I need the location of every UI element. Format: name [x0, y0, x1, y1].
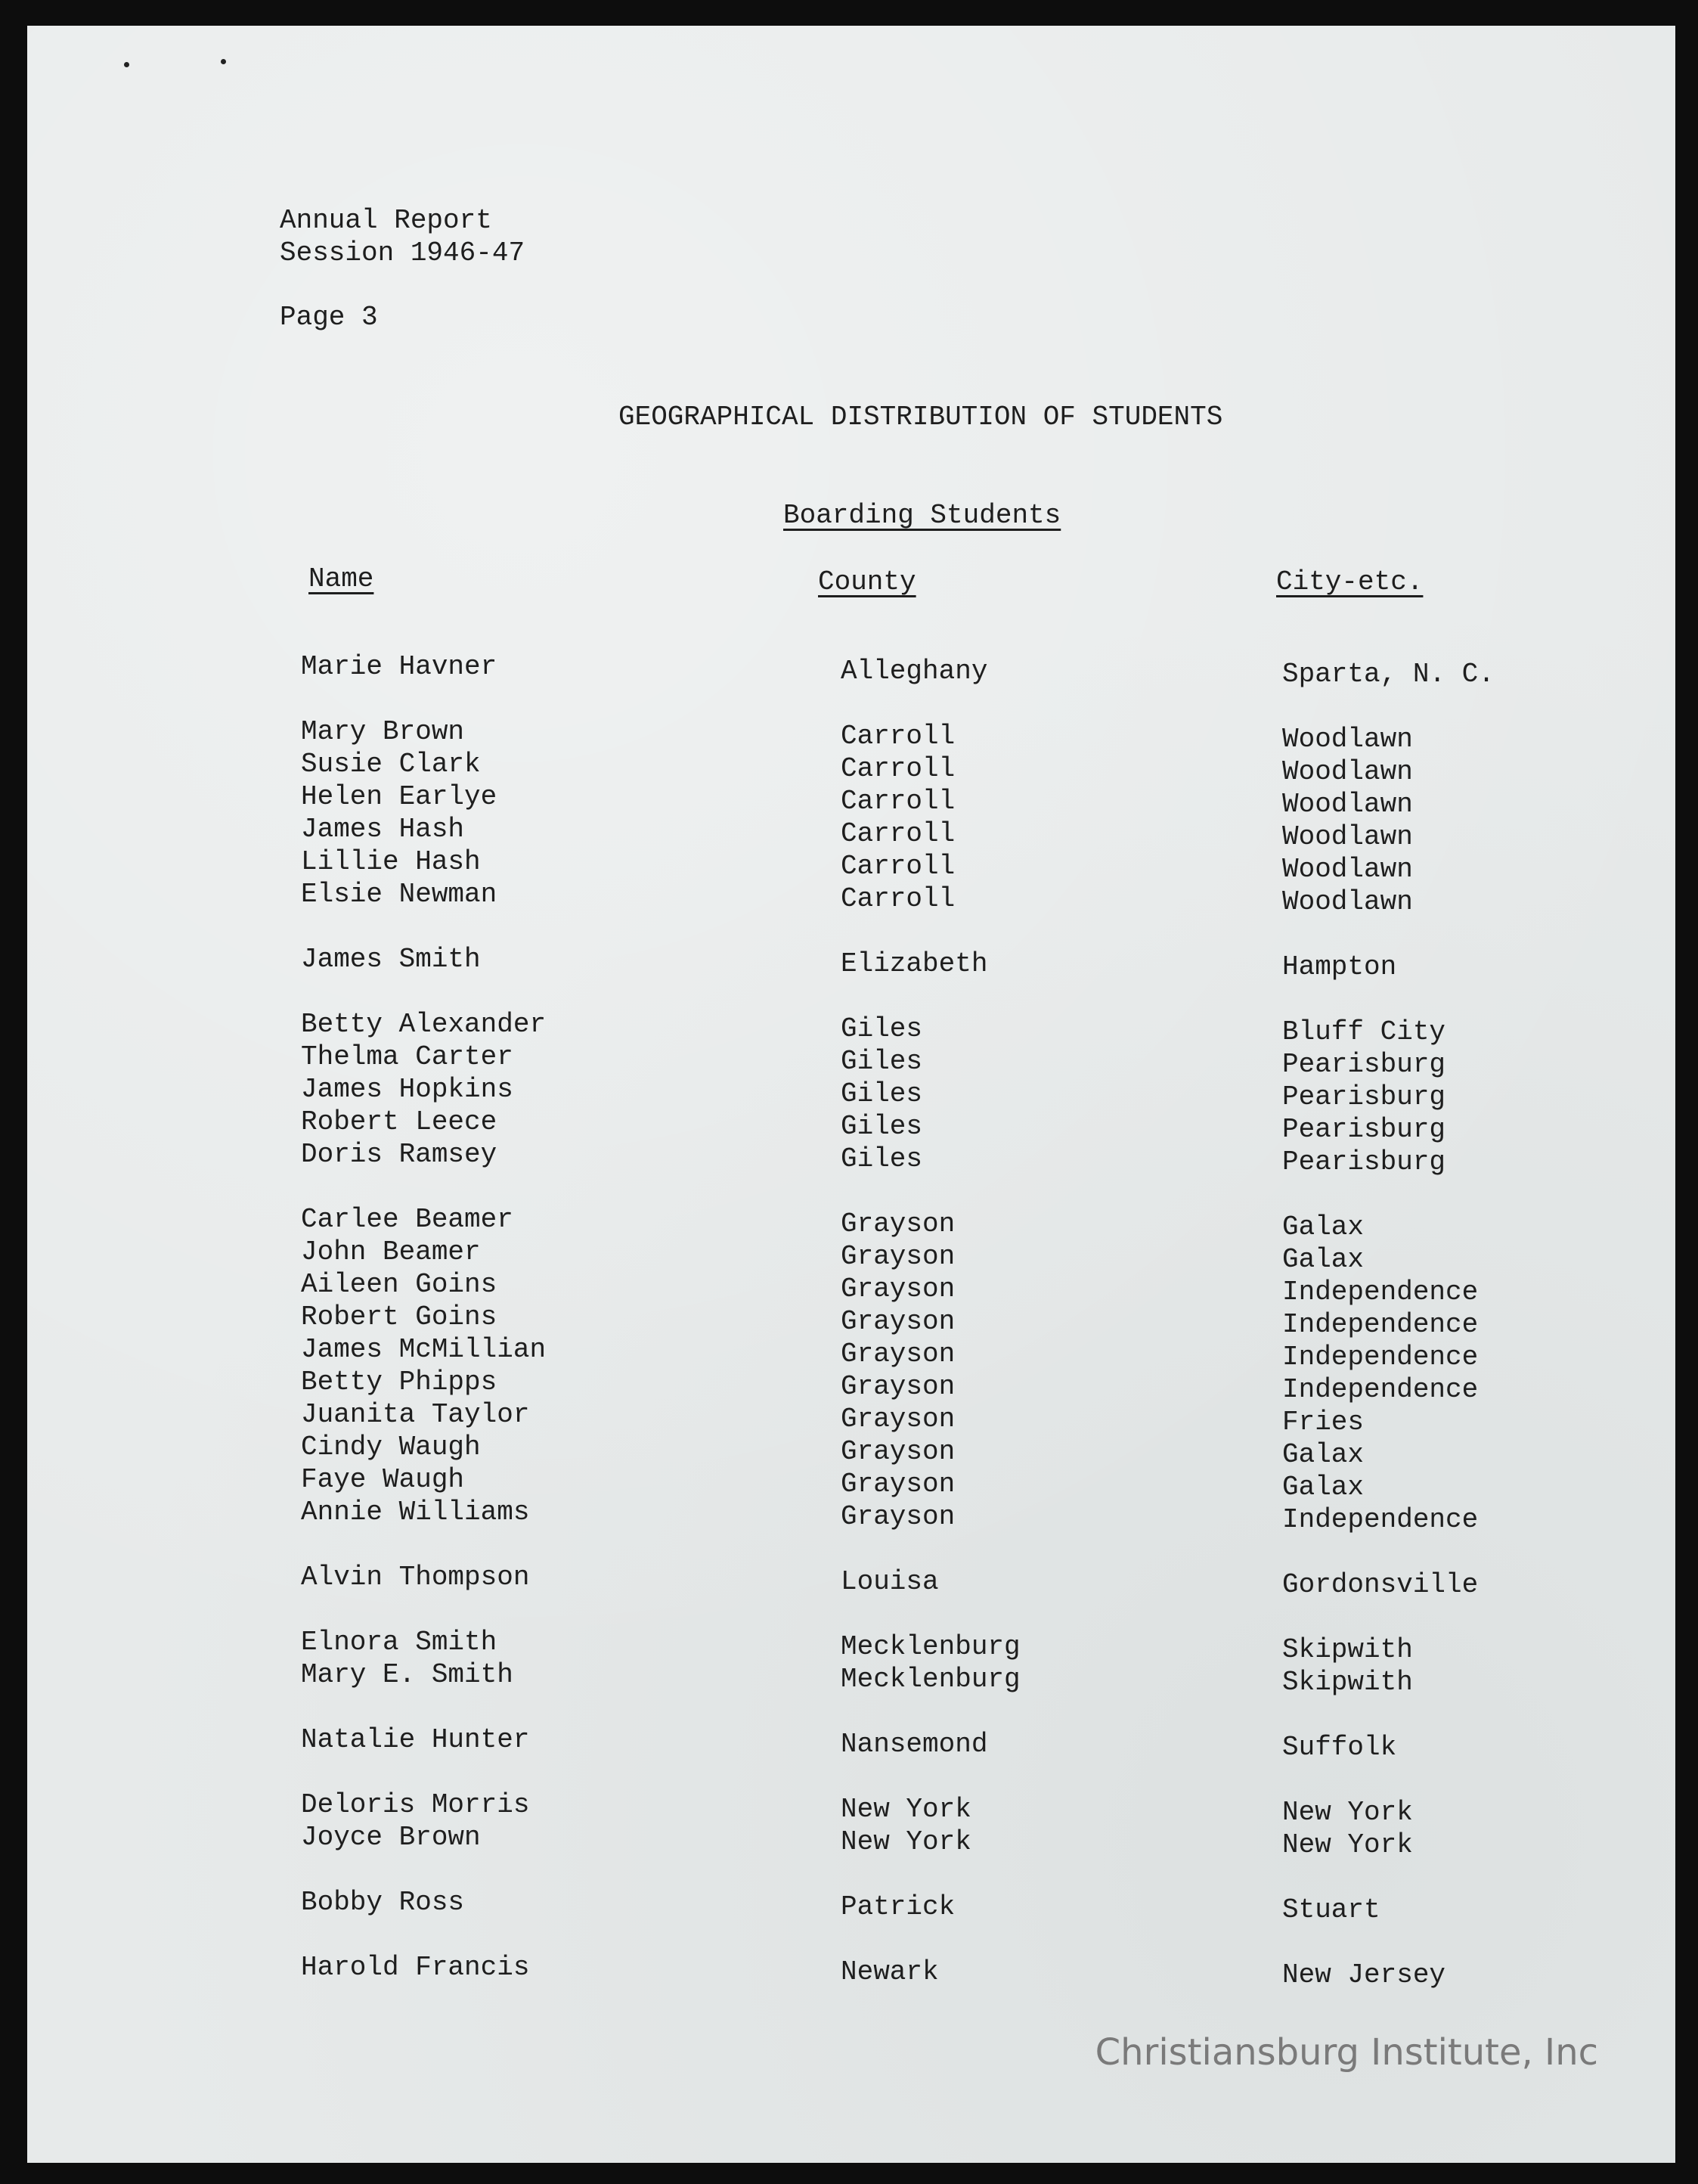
- table-row: [27, 1334, 1675, 1373]
- student-name: Robert Goins: [301, 1301, 497, 1332]
- table-row: [27, 1367, 1675, 1405]
- student-name: Helen Earlye: [301, 781, 497, 812]
- student-city: Woodlawn: [1282, 724, 1413, 755]
- student-county: Grayson: [841, 1371, 956, 1402]
- student-city: New York: [1282, 1829, 1413, 1860]
- report-session: Session 1946-47: [280, 237, 525, 268]
- document-page: [27, 26, 1675, 2163]
- student-county: Grayson: [841, 1306, 956, 1337]
- table-row: [27, 781, 1675, 820]
- student-name: Mary E. Smith: [301, 1659, 513, 1690]
- student-county: Giles: [841, 1111, 923, 1142]
- student-city: Independence: [1282, 1277, 1479, 1308]
- student-county: Carroll: [841, 818, 956, 849]
- student-city: Woodlawn: [1282, 756, 1413, 787]
- student-name: Robert Leece: [301, 1106, 497, 1137]
- student-county: New York: [841, 1826, 971, 1857]
- report-title: Annual Report: [280, 205, 492, 236]
- table-row: [27, 1139, 1675, 1177]
- table-row: [27, 749, 1675, 787]
- student-name: Susie Clark: [301, 749, 481, 780]
- student-table: [27, 26, 1675, 2163]
- student-county: Carroll: [841, 883, 956, 914]
- student-city: Woodlawn: [1282, 854, 1413, 885]
- student-city: Independence: [1282, 1342, 1479, 1373]
- table-row: [27, 1464, 1675, 1503]
- student-city: Galax: [1282, 1472, 1365, 1503]
- student-county: Mecklenburg: [841, 1631, 1021, 1662]
- student-county: Mecklenburg: [841, 1664, 1021, 1695]
- student-county: Giles: [841, 1143, 923, 1174]
- table-row: [27, 1724, 1675, 1763]
- student-name: Natalie Hunter: [301, 1724, 530, 1755]
- table-row: [27, 1041, 1675, 1080]
- student-city: Pearisburg: [1282, 1146, 1446, 1177]
- document-title: GEOGRAPHICAL DISTRIBUTION OF STUDENTS: [618, 402, 1223, 433]
- student-county: Grayson: [841, 1273, 956, 1305]
- student-county: Grayson: [841, 1469, 956, 1500]
- table-row: [27, 1789, 1675, 1828]
- student-name: Juanita Taylor: [301, 1399, 530, 1430]
- table-row: [27, 1432, 1675, 1470]
- student-name: James Hopkins: [301, 1074, 513, 1105]
- student-name: Thelma Carter: [301, 1041, 513, 1072]
- student-county: Nansemond: [841, 1729, 988, 1760]
- student-city: Pearisburg: [1282, 1114, 1446, 1145]
- student-name: Aileen Goins: [301, 1269, 497, 1300]
- student-city: Skipwith: [1282, 1634, 1413, 1665]
- student-city: Suffolk: [1282, 1732, 1397, 1763]
- table-row: [27, 1562, 1675, 1600]
- student-city: Independence: [1282, 1309, 1479, 1340]
- table-row: [27, 846, 1675, 885]
- table-row: [27, 651, 1675, 690]
- student-name: Lillie Hash: [301, 846, 481, 877]
- table-row: [27, 1822, 1675, 1860]
- student-name: Carlee Beamer: [301, 1204, 513, 1235]
- student-city: Bluff City: [1282, 1016, 1446, 1047]
- table-row: [27, 1887, 1675, 1925]
- student-name: Elnora Smith: [301, 1627, 497, 1658]
- table-row: [27, 1009, 1675, 1047]
- student-county: New York: [841, 1794, 971, 1825]
- student-city: Sparta, N. C.: [1282, 659, 1495, 690]
- student-county: Carroll: [841, 786, 956, 817]
- student-county: Grayson: [841, 1404, 956, 1435]
- student-name: Deloris Morris: [301, 1789, 530, 1820]
- student-county: Louisa: [841, 1566, 939, 1597]
- column-header-city: City-etc.: [1276, 566, 1424, 597]
- student-city: Fries: [1282, 1407, 1365, 1438]
- table-row: [27, 1106, 1675, 1145]
- student-county: Grayson: [841, 1436, 956, 1467]
- student-county: Giles: [841, 1013, 923, 1044]
- student-city: Woodlawn: [1282, 789, 1413, 820]
- student-name: Cindy Waugh: [301, 1432, 481, 1463]
- watermark: Christiansburg Institute, Inc: [1095, 2031, 1598, 2074]
- student-city: New York: [1282, 1797, 1413, 1828]
- student-county: Grayson: [841, 1208, 956, 1239]
- table-row: [27, 1952, 1675, 1990]
- table-row: [27, 716, 1675, 755]
- student-city: Galax: [1282, 1244, 1365, 1275]
- student-city: Woodlawn: [1282, 886, 1413, 917]
- student-city: Galax: [1282, 1439, 1365, 1470]
- student-county: Patrick: [841, 1891, 956, 1922]
- student-name: Joyce Brown: [301, 1822, 481, 1853]
- student-city: Independence: [1282, 1504, 1479, 1535]
- table-row: [27, 1204, 1675, 1242]
- student-county: Carroll: [841, 753, 956, 784]
- student-city: New Jersey: [1282, 1959, 1446, 1990]
- student-county: Grayson: [841, 1339, 956, 1370]
- section-heading: Boarding Students: [783, 500, 1061, 531]
- student-name: John Beamer: [301, 1236, 481, 1267]
- student-county: Carroll: [841, 851, 956, 882]
- student-name: James Hash: [301, 814, 465, 845]
- table-row: [27, 1074, 1675, 1112]
- student-county: Giles: [841, 1046, 923, 1077]
- student-city: Woodlawn: [1282, 821, 1413, 852]
- student-name: Annie Williams: [301, 1497, 530, 1528]
- table-row: [27, 1659, 1675, 1698]
- table-row: [27, 1236, 1675, 1275]
- student-county: Giles: [841, 1078, 923, 1109]
- page-number: Page 3: [280, 302, 378, 333]
- table-row: [27, 814, 1675, 852]
- table-row: [27, 1399, 1675, 1438]
- table-row: [27, 1269, 1675, 1308]
- student-county: Newark: [841, 1956, 939, 1987]
- table-row: [27, 1497, 1675, 1535]
- student-name: Elsie Newman: [301, 879, 497, 910]
- table-row: [27, 879, 1675, 917]
- student-city: Galax: [1282, 1211, 1365, 1242]
- student-city: Skipwith: [1282, 1667, 1413, 1698]
- student-county: Grayson: [841, 1501, 956, 1532]
- student-county: Carroll: [841, 721, 956, 752]
- student-city: Hampton: [1282, 951, 1397, 982]
- table-row: [27, 944, 1675, 982]
- student-name: Betty Phipps: [301, 1367, 497, 1398]
- student-name: James McMillian: [301, 1334, 547, 1365]
- student-name: Mary Brown: [301, 716, 465, 747]
- student-name: Marie Havner: [301, 651, 497, 682]
- student-name: James Smith: [301, 944, 481, 975]
- student-name: Faye Waugh: [301, 1464, 465, 1495]
- student-city: Stuart: [1282, 1894, 1380, 1925]
- student-city: Pearisburg: [1282, 1049, 1446, 1080]
- student-city: Independence: [1282, 1374, 1479, 1405]
- student-name: Harold Francis: [301, 1952, 530, 1983]
- student-name: Bobby Ross: [301, 1887, 465, 1918]
- student-city: Gordonsville: [1282, 1569, 1479, 1600]
- student-name: Alvin Thompson: [301, 1562, 530, 1593]
- student-county: Grayson: [841, 1241, 956, 1272]
- student-name: Doris Ramsey: [301, 1139, 497, 1170]
- student-county: Alleghany: [841, 656, 988, 687]
- table-row: [27, 1627, 1675, 1665]
- column-header-name: Name: [308, 563, 374, 594]
- student-name: Betty Alexander: [301, 1009, 547, 1040]
- table-row: [27, 1301, 1675, 1340]
- column-header-county: County: [818, 566, 916, 597]
- student-city: Pearisburg: [1282, 1081, 1446, 1112]
- student-county: Elizabeth: [841, 948, 988, 979]
